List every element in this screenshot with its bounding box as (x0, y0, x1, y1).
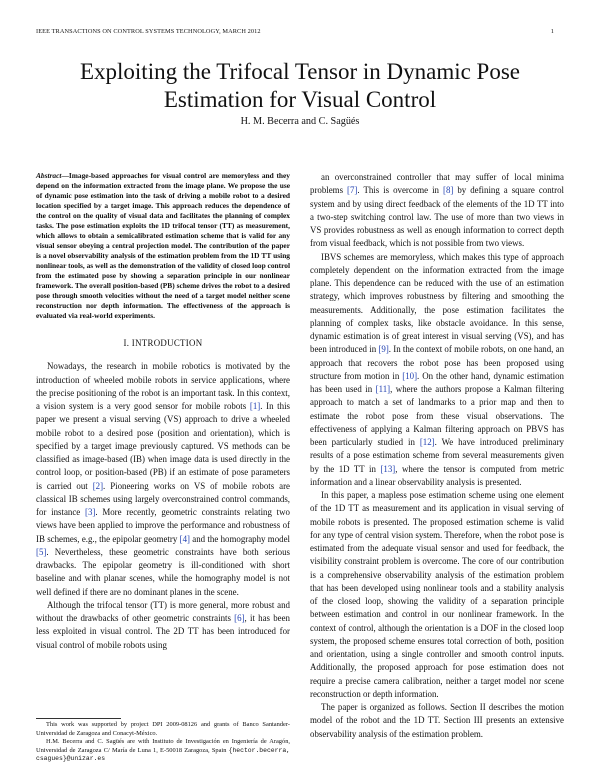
right-column-body (310, 171, 564, 741)
right-column-paragraph (310, 701, 564, 741)
paper-authors: H. M. Becerra and C. Sagüés (240, 116, 360, 127)
citation-link[interactable]: [13] (380, 463, 396, 474)
citation-link[interactable]: [6] (234, 613, 245, 623)
right-column-paragraph (310, 171, 564, 251)
paragraph-text: . On the other hand, dynamic estimation has been used in (310, 370, 564, 394)
citation-link[interactable]: [5] (36, 546, 47, 557)
citation-link[interactable]: [11] (375, 384, 391, 394)
paragraph-text: . Nevertheless, these geometric constraints have both serious drawbacks. The epipolar geometry is ill-conditioned with short baseline and with planar scenes, while the homography model is not well defined if there are no dominant planes in the scene. (36, 546, 290, 597)
paragraph-text: IBVS schemes are memoryless, which makes this type of approach completely dependent on the information extracted from the image plane. This dependence can be reduced with the use of an estimation strategy, which improves robustness by filtering and smoothing the measurements. Additionally, the pose estimation facilitates the planning of complex tasks, like obstacle avoidance. In this sense, dynamic estimation is of great interest in visual serving (VS), and has been introduced in (310, 251, 564, 355)
running-head (36, 28, 554, 35)
citation-link[interactable]: [10] (402, 370, 418, 381)
citation-link[interactable]: [2] (92, 480, 104, 491)
right-column-paragraph (310, 489, 564, 701)
paragraph-text: . In this paper we present a visual serving (VS) approach to drive a wheeled mobile robot to a desired pose (position and orientation), which is specified by a target image previously captured. VS methods can be classified as image-based (IB) when image data is used directly in the control loop, or position-based (PB) if an estimate of pose parameters is carried out (36, 401, 291, 491)
right-column-paragraph (310, 251, 564, 490)
citation-link[interactable]: [12] (419, 437, 435, 447)
footnote-affiliation (36, 738, 290, 764)
paragraph-text: In this paper, a mapless pose estimation scheme using one element of the 1D TT as measurement and its application in visual serving of mobile robots is presented. The proposed estimation scheme is valid for any type of central vision system. Therefore, when the robot pose is estimated from the adequate visual sensor and used for feedback, the visibility constraint problem is overcome. The core of our contribution is a comprehensive observability analysis of the estimation problem that has been developed using nonlinear tools and a stability analysis of the closed loop, showing the validity of a separation principle between estimation and control in our nonlinear framework. In the context of control, although the orientation is a DOF in the closed loop system, the proposed scheme ensures total correction of both, position and orientation, using a single controller and smooth control inputs. Additionally, the proposed approach for pose estimation does not require a precise camera calibration, neither a target model nor scene reconstruction or depth information. (310, 490, 564, 699)
abstract (36, 171, 290, 321)
section-heading-introduction: I. INTRODUCTION (123, 338, 203, 348)
left-column (36, 171, 290, 652)
introduction-paragraph (36, 360, 290, 599)
paragraph-text: . More recently, geometric constraints relating two views have been applied to improve the performance and robustness of IB schemes, e.g., the epipolar geometry (36, 507, 290, 544)
abstract-label: Abstract (36, 171, 62, 180)
affiliation-text: H.M. Becerra and C. Sagüés are with Instituto de Investigación en Ingeniería de Aragón, Universidad de Zaragoza C/ María de Luna 1, E-50018 Zaragoza, Spain (36, 738, 290, 754)
paragraph-text: . In the context of mobile robots, on one hand, an approach that recovers the robot pose has been proposed using structure from motion in (310, 344, 565, 381)
paragraph-text: an overconstrained controller that may suffer of local minima problems (310, 172, 564, 196)
paragraph-text: , where the tensor is computed from metric information and a linear observability analysis is presented. (310, 463, 564, 487)
paragraph-text: by defining a square control system and by using direct feedback of the elements of the 1D TT into a two-step switching control law. The use of more than two views in VS provides robustness as well as enough information to correct depth from visual feedback, which is not possible from two views. (310, 185, 565, 249)
citation-link[interactable]: [8] (443, 185, 454, 196)
footnote-rule (36, 718, 121, 719)
citation-link[interactable]: [7] (347, 185, 358, 196)
paragraph-text: Nowadays, the research in mobile robotics is motivated by the introduction of wheeled mobile robots in service applications, where the precise positioning of the robot is an important task. In this context, a vision system is a very good sensor for mobile robots (36, 361, 290, 411)
paper-title: Exploiting the Trifocal Tensor in Dynamic Pose Estimation for Visual Control (79, 59, 521, 112)
paragraph-text: Although the trifocal tensor (TT) is more general, more robust and without the drawbacks of other geometric constraints (36, 599, 290, 623)
citation-link[interactable]: [4] (179, 533, 190, 544)
paragraph-text: The paper is organized as follows. Section II describes the motion model of the robot and the 1D TT. Section III presents an extensive observability analysis of the estimation problem. (310, 702, 564, 739)
footnotes (36, 721, 290, 764)
citation-link[interactable]: [9] (378, 344, 389, 355)
abstract-text: —Image-based approaches for visual control are memoryless and they depend on the information extracted from the image plane. We propose the use of dynamic pose estimation into the task of driving a mobile robot to a desired location specified by a target image. This approach reduces the dependence of the control on the quality of visual data and facilitates the planning of complex tasks. The pose estimation exploits the 1D trifocal tensor (TT) as measurement, which allows to obtain a semicalibrated estimation scheme that is valid for any visual sensor obeying a central projection model. The contribution of the paper is a novel observability analysis of the estimation problem from the 1D TT using nonlinear tools, as well as the demonstration of the validity of closed loop control from the estimated pose by showing a separation principle in our nonlinear framework. The overall position-based (PB) scheme drives the robot to a desired pose through smooth velocities without the need of a target model neither scene reconstruction nor depth information. The effectiveness of the approach is evaluated via real-world experiments. (36, 171, 290, 320)
paragraph-text: and the homography model (189, 533, 290, 544)
journal-name: IEEE TRANSACTIONS ON CONTROL SYSTEMS TECHNOLOGY, MARCH 2012 (36, 28, 261, 35)
paragraph-text: . This is overcome in (357, 185, 443, 196)
author-emails: {hector.becerra, csagues}@unizar.es (36, 746, 290, 763)
paragraph-text: . Pioneering works on VS of mobile robots are classical IB schemes using largely overconstrained control commands, for instance (36, 480, 290, 517)
introduction-body (36, 360, 290, 652)
introduction-paragraph (36, 599, 290, 652)
paragraph-text: , it has been less exploited in visual control. The 2D TT has been introduced for visual control of mobile robots using (36, 613, 290, 650)
paragraph-text: . We have introduced preliminary results of a pose estimation scheme from several measurements given by the 1D TT in (310, 437, 564, 474)
footnote-funding: This work was supported by project DPI 2009-08126 and grants of Banco Santander-Universidad de Zaragoza and Conacyt-México. (36, 721, 290, 737)
citation-link[interactable]: [1] (249, 401, 261, 411)
citation-link[interactable]: [3] (84, 507, 96, 517)
right-column (310, 171, 564, 741)
page-number: 1 (550, 28, 554, 35)
paragraph-text: , where the authors propose a Kalman filtering approach to match a set of landmarks to a prior map and then to estimate the robot pose from these visual observations. The effectiveness of applying a Kalman filtering approach on PBVS has been particularly studied in (310, 384, 564, 447)
